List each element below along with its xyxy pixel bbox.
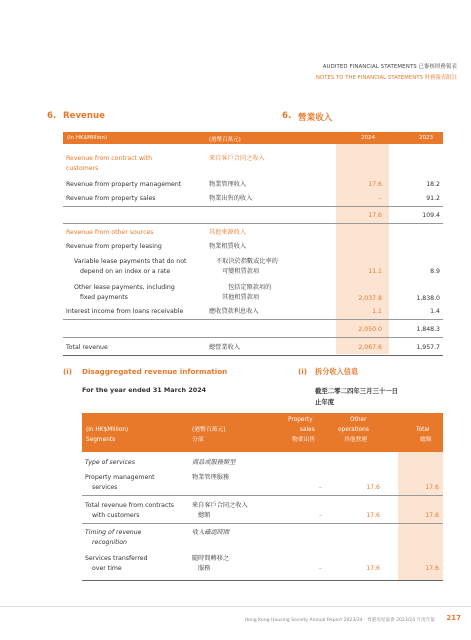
other-lease-zh-2: 其他租賃款項 [222, 294, 260, 301]
property-sales-en-2: sales [300, 427, 315, 433]
property-mgmt-oo: 17.6 [366, 484, 380, 491]
total-header-zh: 總額 [420, 437, 432, 443]
section-number-zh: 6. [282, 111, 292, 121]
disagg-number-zh: (i) [298, 367, 308, 376]
subtotal-2023: 109.4 [422, 212, 440, 219]
divider [63, 223, 443, 224]
interest-2024: 1.1 [372, 308, 382, 315]
leasing-label-en: Revenue from property leasing [66, 243, 162, 250]
section-title-en: Revenue [63, 111, 105, 121]
unit-en: (in HK$Million) [67, 135, 108, 141]
seg-label-zh: 分部 [192, 437, 204, 443]
disagg-number-en: (i) [63, 367, 73, 376]
other-lease-2024: 2,037.8 [358, 295, 382, 302]
divider [82, 495, 443, 496]
contract-label-en-2: customers [66, 165, 99, 172]
total-contracts-en-2: with customers [92, 512, 140, 519]
services-transferred-zh-1: 隨時間轉移之 [192, 555, 230, 562]
year-ended-zh-1: 截至二零二四年三月三十一日 [315, 387, 399, 395]
property-sales-zh: 物業出售 [292, 437, 316, 443]
year-ended-zh-2: 止年度 [315, 398, 335, 406]
property-mgmt-ps: – [318, 484, 322, 491]
total-contracts-zh-2: 總額 [198, 512, 211, 519]
services-transferred-en-1: Services transferred [85, 555, 148, 562]
unit-zh: (港幣百萬元) [209, 137, 241, 143]
property-mgmt-en-1: Property management [85, 474, 155, 481]
subtotal-2024: 17.6 [368, 212, 382, 219]
total-contracts-en-1: Total revenue from contracts [85, 502, 175, 509]
divider [82, 523, 443, 524]
leasing-label-zh: 物業租賃收入 [209, 243, 247, 250]
variable-lease-2023: 8.9 [430, 268, 440, 275]
total-contracts-ps: – [318, 512, 322, 519]
total-2023: 1,957.7 [416, 344, 440, 351]
services-transferred-oo: 17.6 [366, 565, 380, 572]
services-transferred-total: 17.6 [425, 565, 439, 572]
year-ended-en: For the year ended 31 March 2024 [82, 386, 207, 394]
variable-lease-zh-2: 可變租賃款項 [222, 268, 260, 275]
other-lease-en-2: fixed payments [80, 294, 128, 301]
table-row-label-zh: 物業出售的收入 [209, 195, 253, 202]
variable-lease-zh-1: 不取決於指數或比率的 [216, 258, 278, 265]
services-transferred-en-2: over time [92, 565, 122, 572]
other-ops-en-2: operations [338, 427, 369, 433]
section-title-zh: 營業收入 [298, 113, 333, 123]
table-cell-2023: 91.2 [426, 195, 440, 202]
other-lease-zh-1: 包括定額款項的 [228, 284, 272, 291]
contract-label-zh: 來自客戶合同之收入 [209, 155, 265, 162]
type-services-en: Type of services [85, 459, 135, 466]
disagg-title-zh: 拆分收入信息 [315, 367, 359, 376]
divider [63, 319, 443, 320]
services-transferred-ps: – [318, 565, 322, 572]
table-cell-2023: 18.2 [426, 181, 440, 188]
footer-divider [0, 606, 471, 607]
year-2023: 2023 [419, 135, 433, 141]
table-cell-2024: – [378, 195, 382, 202]
disagg-title-en: Disaggregated revenue information [82, 367, 228, 376]
other-ops-en-1: Other [350, 417, 367, 423]
table-row-label-en: Revenue from property sales [66, 195, 156, 202]
total-header-en: Total [416, 427, 430, 433]
variable-lease-en-2: depend on an index or a rate [80, 268, 171, 275]
interest-label-zh: 應收貸款利息收入 [209, 308, 259, 315]
property-mgmt-en-2: services [92, 484, 118, 491]
table-cell-2024: 17.6 [368, 181, 382, 188]
other-sources-zh: 其他來源收入 [209, 229, 247, 236]
divider [82, 580, 443, 581]
year-2024: 2024 [361, 135, 375, 141]
services-transferred-zh-2: 服務 [198, 565, 211, 572]
other-lease-2023: 1,838.0 [416, 295, 440, 302]
header-line-2: NOTES TO THE FINANCIAL STATEMENTS 財務報表附註 [315, 75, 457, 81]
type-services-zh: 商品或服務類型 [192, 459, 236, 466]
total-contracts-total: 17.6 [425, 512, 439, 519]
variable-lease-2024: 11.1 [368, 268, 382, 275]
total-contracts-oo: 17.6 [366, 512, 380, 519]
other-sources-en: Revenue from other sources [66, 229, 154, 236]
interest-2023: 1.4 [430, 308, 440, 315]
divider [63, 206, 443, 207]
seg-unit-zh: (港幣百萬元) [192, 427, 226, 433]
current-year-column-shade [336, 144, 389, 354]
total-label-en: Total revenue [66, 344, 108, 351]
divider [63, 355, 443, 356]
segment-table-header [82, 413, 443, 452]
page-number: 217 [446, 614, 461, 622]
variable-lease-en-1: Variable lease payments that do not [74, 258, 187, 265]
section-number-en: 6. [47, 111, 57, 121]
other-lease-en-1: Other lease payments, including [74, 284, 175, 291]
seg-label-en: Segments [86, 437, 116, 443]
total-label-zh: 總營業收入 [209, 344, 240, 351]
property-sales-en-1: Property [288, 417, 313, 423]
header-line-1: AUDITED FINANCIAL STATEMENTS 已審核財務報表 [322, 64, 457, 70]
total-contracts-zh-1: 來自客戶合同之收入 [192, 502, 248, 509]
other-ops-zh: 其他營運 [344, 437, 368, 443]
subtotal2-2024: 2,050.0 [358, 326, 382, 333]
timing-zh: 收入確認時間 [192, 529, 230, 536]
divider [63, 337, 443, 338]
seg-unit-en: (in HK$Million) [86, 427, 129, 433]
table-row-label-zh: 物業管理收入 [209, 181, 247, 188]
timing-en-1: Timing of revenue [85, 529, 142, 536]
footer-text: Hong Kong Housing Society Annual Report 2023/24 · 香港房屋協會 2023/24 年度年報 [244, 618, 435, 623]
table-row-label-en: Revenue from property management [66, 181, 182, 188]
timing-en-2: recognition [92, 539, 127, 546]
property-mgmt-zh: 物業管理服務 [192, 474, 230, 481]
contract-label-en: Revenue from contract with [66, 155, 153, 162]
subtotal2-2023: 1,848.3 [416, 326, 440, 333]
total-2024: 2,067.6 [358, 344, 382, 351]
revenue-table-header [63, 132, 443, 144]
interest-label-en: Interest income from loans receivable [66, 308, 184, 315]
property-mgmt-total: 17.6 [425, 484, 439, 491]
